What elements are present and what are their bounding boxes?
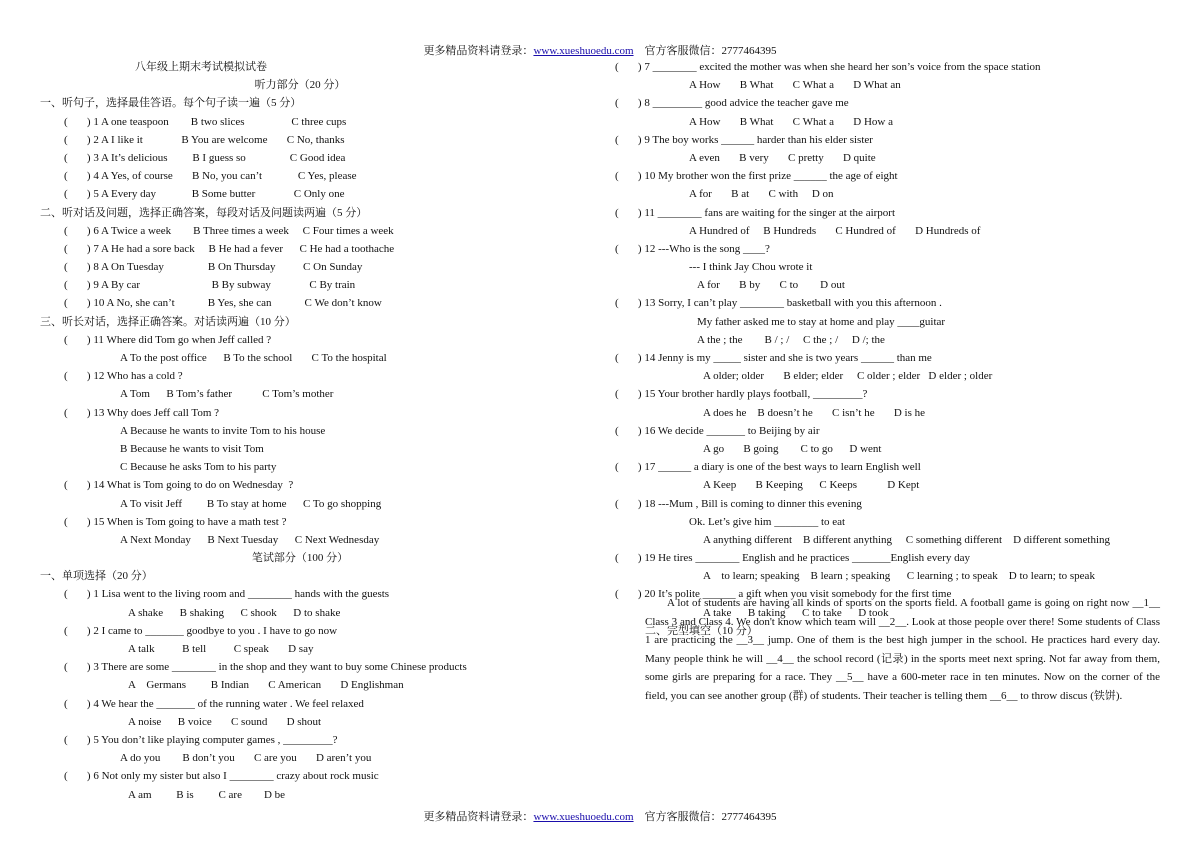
right-line: ( ) 13 Sorry, I can’t play ________ basketball with you this afternoon . bbox=[615, 297, 942, 310]
left-line: 一、听句子，选择最佳答语。每个句子读一遍（5 分） bbox=[40, 97, 302, 110]
left-line: A Next Monday B Next Tuesday C Next Wednesday bbox=[120, 533, 380, 546]
left-line: ( ) 13 Why does Jeff call Tom ? bbox=[64, 406, 220, 419]
right-line: ( ) 10 My brother won the first prize ______ the age of eight bbox=[615, 170, 898, 183]
left-line: ( ) 1 A one teaspoon B two slices C three cups bbox=[64, 115, 347, 128]
left-line: C Because he asks Tom to his party bbox=[120, 461, 277, 474]
right-line: --- I think Jay Chou wrote it bbox=[689, 261, 813, 274]
right-line: My father asked me to stay at home and play ____guitar bbox=[697, 315, 946, 328]
page-header bbox=[0, 42, 1200, 58]
left-line: A To the post office B To the school C To the hospital bbox=[120, 352, 387, 364]
right-line: ( ) 12 ---Who is the song ____? bbox=[615, 242, 770, 255]
right-line: ( ) 18 ---Mum , Bill is coming to dinner this evening bbox=[615, 497, 862, 510]
left-line: ( ) 14 What is Tom going to do on Wednesday ? bbox=[64, 479, 294, 492]
left-line: B Because he wants to visit Tom bbox=[120, 442, 264, 455]
left-column bbox=[40, 58, 560, 804]
page-footer bbox=[0, 808, 1200, 824]
left-line: A talk B tell C speak D say bbox=[128, 643, 314, 655]
left-line: ( ) 3 There are some ________ in the shop and they want to buy some Chinese products bbox=[64, 661, 467, 674]
left-line: ( ) 10 A No, she can’t B Yes, she can C We don’t know bbox=[64, 297, 382, 310]
left-line: ( ) 12 Who has a cold ? bbox=[64, 370, 183, 383]
cloze-passage bbox=[645, 594, 1160, 706]
footer-service: 官方客服微信：2777464395 bbox=[644, 811, 777, 823]
header-prefix: 更多精品资料请登录： bbox=[423, 45, 534, 57]
header-service: 官方客服微信：2777464395 bbox=[644, 45, 777, 57]
left-line: A shake B shaking C shook D to shake bbox=[128, 606, 341, 619]
right-line: ( ) 20 It’s polite ______ a gift when you visit somebody for the first time bbox=[615, 588, 952, 601]
left-line: ( ) 3 A It’s delicious B I guess so C Good idea bbox=[64, 151, 346, 164]
left-line: 二、听对话及问题，选择正确答案，每段对话及问题读两遍（5 分） bbox=[40, 206, 368, 219]
left-line: 八年级上期末考试模拟试卷 bbox=[135, 61, 267, 73]
right-line: A for B at C with D on bbox=[689, 188, 834, 201]
left-line: A am B is C are D be bbox=[128, 788, 286, 801]
left-line: ( ) 11 Where did Tom go when Jeff called ? bbox=[64, 333, 272, 346]
right-line: ( ) 11 ________ fans are waiting for the singer at the airport bbox=[615, 206, 896, 219]
right-line: ( ) 7 ________ excited the mother was when she heard her son’s voice from the space station bbox=[615, 61, 1041, 73]
header-link[interactable]: www.xueshuoedu.com bbox=[533, 45, 634, 57]
right-line: A go B going C to go D went bbox=[703, 442, 882, 455]
footer-link[interactable]: www.xueshuoedu.com bbox=[533, 811, 634, 823]
left-line: ( ) 5 You don’t like playing computer games , _________? bbox=[64, 733, 338, 746]
footer-prefix: 更多精品资料请登录： bbox=[423, 811, 534, 823]
right-line: A the ; the B / ; / C the ; / D /; the bbox=[697, 333, 885, 346]
left-line: A To visit Jeff B To stay at home C To go shopping bbox=[120, 497, 382, 510]
left-line: A Tom B Tom’s father C Tom’s mother bbox=[120, 388, 334, 401]
left-line: 三、听长对话，选择正确答案。对话读两遍（10 分） bbox=[40, 315, 296, 328]
right-line: ( ) 16 We decide _______ to Beijing by air bbox=[615, 424, 820, 437]
left-line: A Because he wants to invite Tom to his house bbox=[120, 424, 326, 437]
right-line: ( ) 14 Jenny is my _____ sister and she is two years ______ than me bbox=[615, 352, 932, 364]
right-line: ( ) 17 ______ a diary is one of the best ways to learn English well bbox=[615, 461, 921, 474]
left-line: A Germans B Indian C American D Englishman bbox=[128, 679, 404, 692]
right-line: A for B by C to D out bbox=[697, 279, 845, 292]
left-line: ( ) 6 A Twice a week B Three times a week C Four times a week bbox=[64, 224, 394, 237]
right-line: A older; older B elder; elder C older ; elder D elder ; older bbox=[703, 370, 993, 383]
left-line: 听力部分（20 分） bbox=[254, 79, 346, 92]
left-line: ( ) 9 A By car B By subway C By train bbox=[64, 279, 356, 292]
left-line: ( ) 8 A On Tuesday B On Thursday C On Sunday bbox=[64, 261, 363, 274]
right-line: ( ) 8 _________ good advice the teacher gave me bbox=[615, 97, 849, 110]
right-line: A even B very C pretty D quite bbox=[689, 151, 876, 164]
right-line: ( ) 9 The boy works ______ harder than his elder sister bbox=[615, 133, 873, 146]
left-line: A do you B don’t you C are you D aren’t you bbox=[120, 752, 372, 765]
right-line: A Keep B Keeping C Keeps D Kept bbox=[703, 479, 920, 492]
left-line: 笔试部分（100 分） bbox=[251, 552, 349, 565]
left-line: ( ) 15 When is Tom going to have a math test ? bbox=[64, 515, 287, 528]
right-line: A How B What C What a D What an bbox=[689, 79, 901, 92]
cloze-passage-text: A lot of students are having all kinds of sports on the sports field. A football game is going on right now __1__ Class 3 and Class 4. We don't know which team will __2__. Look at those people over there! Some students of Class 1 are practicing the __3__ jump. One of them is the best high jumper in the school. He practices hard every day. Many people think he will __4__ the school record (记录) in the sports meet next spring. Not far away from them, some girls are preparing for a race. They __5__ have a 600-meter race in ten minutes. Now on the corner of the field, you can see another group (群) of students. Their teacher is telling them __6__ to throw discus (铁饼). bbox=[645, 597, 1160, 702]
left-line: ( ) 4 A Yes, of course B No, you can’t C Yes, please bbox=[64, 170, 357, 183]
right-line: ( ) 15 Your brother hardly plays football, _________? bbox=[615, 388, 868, 401]
left-line: ( ) 7 A He had a sore back B He had a fever C He had a toothache bbox=[64, 242, 395, 255]
right-line: A anything different B different anything C something different D different something bbox=[703, 533, 1111, 546]
left-line: ( ) 1 Lisa went to the living room and ________ hands with the guests bbox=[64, 588, 390, 601]
right-line: 二、完型填空（10 分） bbox=[645, 624, 758, 637]
right-line: A take B taking C to take D took bbox=[703, 606, 889, 619]
left-line: 一、单项选择（20 分） bbox=[40, 570, 153, 583]
left-line: ( ) 2 I came to _______ goodbye to you . I have to go now bbox=[64, 624, 338, 637]
right-line: A to learn; speaking B learn ; speaking C learning ; to speak D to learn; to speak bbox=[703, 570, 1095, 583]
left-line: ( ) 2 A I like it B You are welcome C No, thanks bbox=[64, 133, 345, 146]
right-line: A How B What C What a D How a bbox=[689, 115, 893, 128]
right-line: Ok. Let’s give him ________ to eat bbox=[689, 515, 846, 528]
right-line: ( ) 19 He tires ________ English and he practices _______English every day bbox=[615, 552, 970, 565]
right-line: A Hundred of B Hundreds C Hundred of D Hundreds of bbox=[689, 224, 981, 237]
right-column bbox=[615, 58, 1165, 640]
left-line: A noise B voice C sound D shout bbox=[128, 715, 322, 728]
left-line: ( ) 6 Not only my sister but also I ________ crazy about rock music bbox=[64, 770, 379, 783]
left-line: ( ) 4 We hear the _______ of the running water . We feel relaxed bbox=[64, 697, 364, 710]
right-line: A does he B doesn’t he C isn’t he D is he bbox=[703, 406, 926, 419]
left-line: ( ) 5 A Every day B Some butter C Only one bbox=[64, 188, 345, 201]
